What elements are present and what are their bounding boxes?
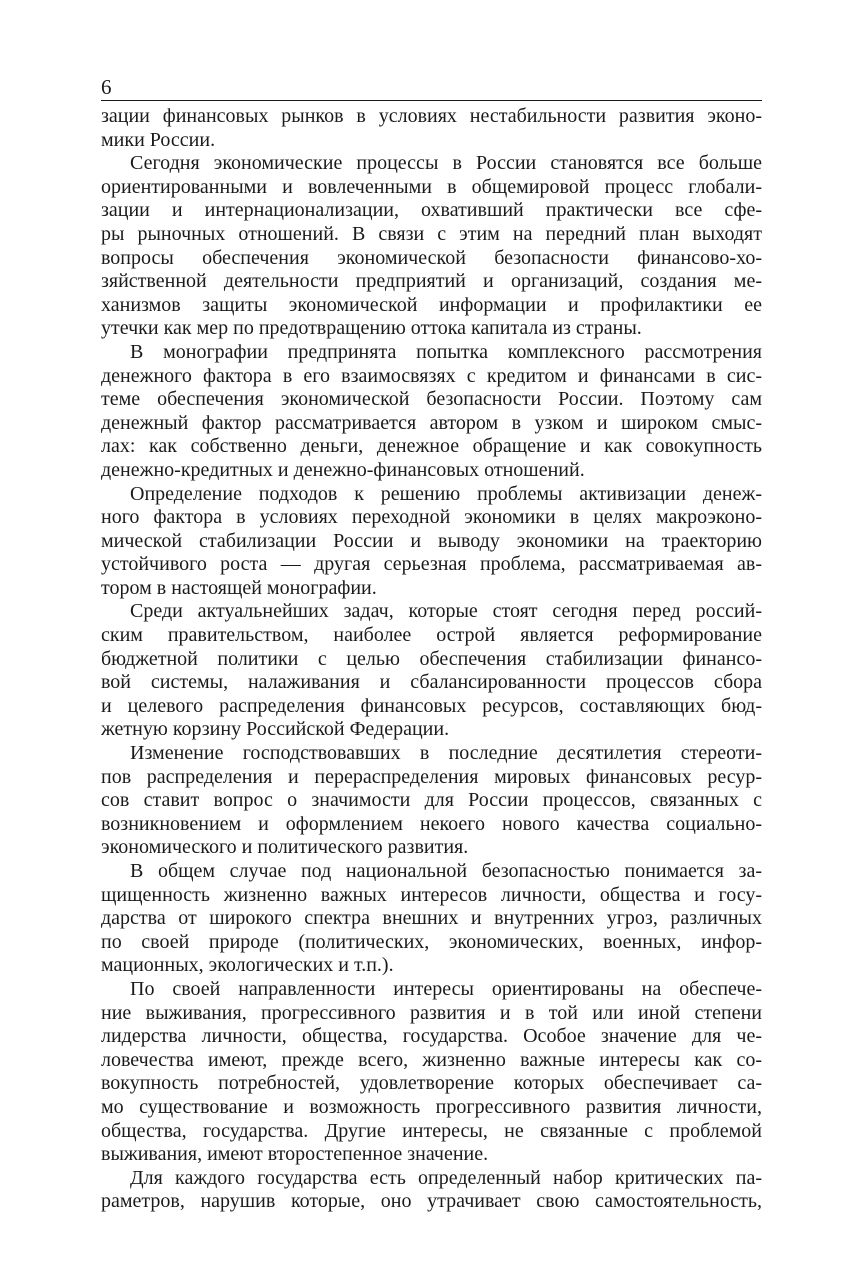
text-line: денежного фактора в его взаимосвязях с кредитом и финансами в сис-	[101, 364, 762, 387]
paragraph	[101, 483, 762, 601]
paragraph	[101, 978, 762, 1167]
text-line: и целевого распределения финансовых ресурсов, составляющих бюд-	[101, 694, 762, 717]
text-line: вой системы, налаживания и сбалансированности процессов сбора	[101, 671, 762, 694]
text-line: В общем случае под национальной безопасностью понимается за-	[130, 860, 762, 882]
text-line: тором в настоящей монографии.	[101, 576, 377, 599]
text-line: Для каждого государства есть определенный набор критических па-	[130, 1166, 762, 1189]
text-line: раметров, нарушив которые, оно утрачивает свою самостоятельность,	[101, 1190, 762, 1213]
paragraph	[101, 105, 762, 152]
body-text	[101, 105, 762, 1214]
text-line: жетную корзину Российской Федерации.	[101, 718, 450, 741]
text-line: по своей природе (политических, экономических, военных, инфор-	[101, 930, 762, 953]
text-line: зяйственной деятельности предприятий и организаций, создания ме-	[101, 270, 762, 293]
text-line: мики России.	[101, 128, 216, 151]
text-line: лах: как собственно деньги, денежное обращение и как совокупность	[101, 435, 762, 458]
text-line: мической стабилизации России и выводу экономики на траекторию	[101, 529, 762, 552]
text-line: зации и интернационализации, охвативший практически все сфе-	[101, 199, 762, 222]
text-line: бюджетной политики с целью обеспечения стабилизации финансо-	[101, 647, 762, 670]
text-line: По своей направленности интересы ориентированы на обеспече-	[130, 977, 762, 1000]
text-line: В монографии предпринята попытка комплексного рассмотрения	[130, 340, 762, 363]
text-line: теме обеспечения экономической безопасности России. Поэтому сам	[101, 388, 762, 411]
page-number: 6	[101, 75, 112, 99]
paragraph	[101, 152, 762, 341]
text-line: выживания, имеют второстепенное значение.	[101, 1143, 489, 1166]
running-header	[101, 76, 762, 101]
text-line: вопросы обеспечения экономической безопасности финансово-хо-	[101, 246, 762, 269]
paragraph	[101, 341, 762, 483]
text-line: ловечества имеют, прежде всего, жизненно важные интересы как со-	[101, 1048, 762, 1071]
text-line: ного фактора в условиях переходной экономики в целях макроэконо-	[101, 506, 762, 529]
text-line: мо существование и возможность прогрессивного развития личности,	[101, 1095, 762, 1118]
paragraph	[101, 1167, 762, 1214]
text-line: лидерства личности, общества, государства. Особое значение для че-	[101, 1025, 762, 1048]
text-line: ским правительством, наиболее острой является реформирование	[101, 624, 762, 647]
text-line: сов ставит вопрос о значимости для России процессов, связанных с	[101, 789, 762, 812]
text-line: Сегодня экономические процессы в России становятся все больше	[130, 152, 762, 175]
text-line: Среди актуальнейших задач, которые стоят сегодня перед россий-	[130, 600, 762, 623]
text-line: возникновением и оформлением некоего нового качества социально-	[101, 812, 762, 835]
text-line: вокупность потребностей, удовлетворение которых обеспечивает са-	[101, 1072, 762, 1095]
text-line: денежный фактор рассматривается автором в узком и широком смыс-	[101, 411, 762, 434]
text-line: ориентированными и вовлеченными в общемировой процесс глобали-	[101, 175, 762, 198]
text-line: зации финансовых рынков в условиях нестабильности развития эконо-	[101, 105, 762, 127]
paragraph	[101, 600, 762, 742]
paragraph	[101, 860, 762, 978]
text-line: ры рыночных отношений. В связи с этим на передний план выходят	[101, 222, 762, 245]
text-line: устойчивого роста — другая серьезная проблема, рассматриваемая ав-	[101, 553, 762, 576]
text-line: щищенность жизненно важных интересов личности, общества и госу-	[101, 883, 762, 906]
text-line: ние выживания, прогрессивного развития и в той или иной степени	[101, 1001, 762, 1024]
text-line: денежно-кредитных и денежно-финансовых отношений.	[101, 458, 585, 481]
paragraph	[101, 742, 762, 860]
text-line: дарства от широкого спектра внешних и внутренних угроз, различных	[101, 907, 762, 930]
text-line: общества, государства. Другие интересы, не связанные с проблемой	[101, 1119, 762, 1142]
text-line: экономического и политического развития.	[101, 836, 469, 859]
text-line: Определение подходов к решению проблемы активизации денеж-	[130, 482, 762, 505]
text-line: Изменение господствовавших в последние десятилетия стереоти-	[130, 742, 762, 765]
text-line: пов распределения и перераспределения мировых финансовых ресур-	[101, 765, 762, 788]
text-line: утечки как мер по предотвращению оттока капитала из страны.	[101, 317, 642, 340]
text-line: ханизмов защиты экономической информации и профилактики ее	[101, 293, 762, 316]
text-line: мационных, экологических и т.п.).	[101, 954, 394, 977]
